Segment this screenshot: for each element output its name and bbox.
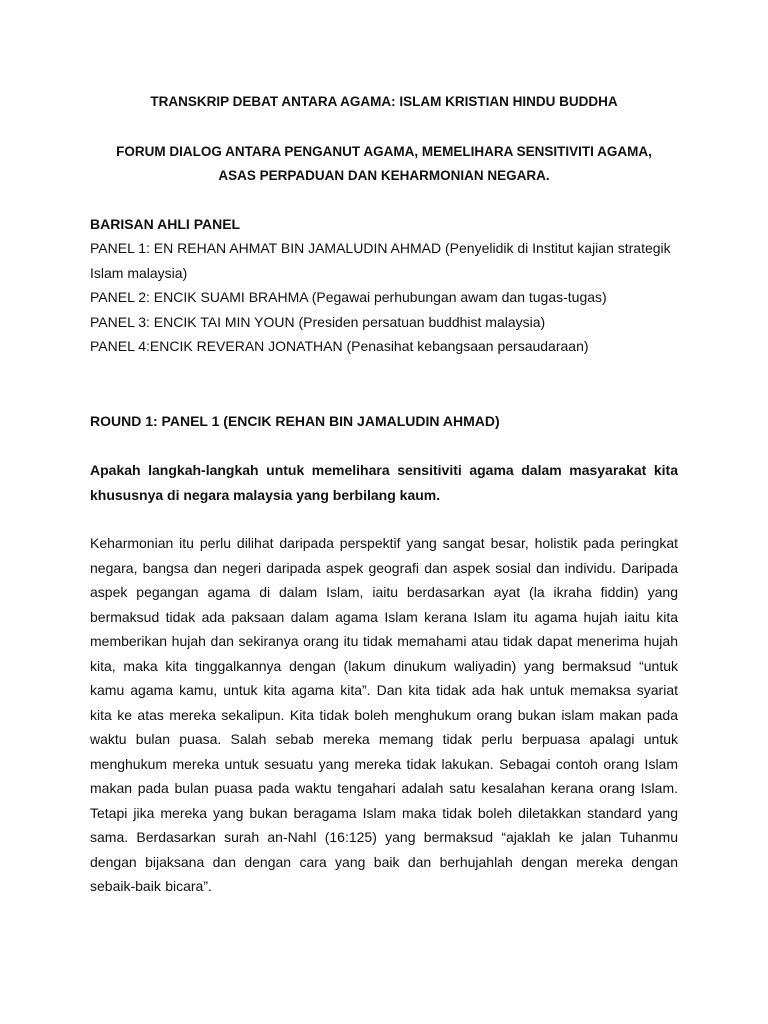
- panel-item-1: PANEL 1: EN REHAN AHMAT BIN JAMALUDIN AHMAD (Penyelidik di Institut kajian strategik Islam malaysia): [90, 240, 671, 281]
- answer-paragraph: Keharmonian itu perlu dilihat daripada perspektif yang sangat besar, holistik pada peringkat negara, bangsa dan negeri daripada aspek geografi dan aspek sosial dan individu. Daripada aspek pegangan agama di dalam Islam, iaitu berdasarkan ayat (la ikraha fiddin) yang bermaksud tidak ada paksaan dalam agama Islam kerana Islam itu agama hujah iaitu kita memberikan hujah dan sekiranya orang itu tidak memahami atau tidak dapat menerima hujah kita, maka kita tinggalkannya dengan (lakum dinukum waliyadin) yang bermaksud “untuk kamu agama kamu, untuk kita agama kita”. Dan kita tidak ada hak untuk memaksa syariat kita ke atas mereka sekalipun. Kita tidak boleh menghukum orang bukan islam makan pada waktu bulan puasa. Salah sebab mereka memang tidak perlu berpuasa apalagi untuk menghukum mereka untuk sesuatu yang mereka tidak lakukan. Sebagai contoh orang Islam makan pada bulan puasa pada waktu tengahari adalah satu kesalahan kerana orang Islam. Tetapi jika mereka yang bukan beragama Islam maka tidak boleh diletakkan standard yang sama. Berdasarkan surah an-Nahl (16:125) yang bermaksud “ajaklah ke jalan Tuhanmu dengan bijaksana dan dengan cara yang baik dan berhujahlah dengan mereka dengan sebaik-baik bicara”.: [90, 535, 678, 894]
- subtitle-line-1: FORUM DIALOG ANTARA PENGANUT AGAMA, MEMELIHARA SENSITIVITI AGAMA,: [116, 144, 652, 159]
- question-text: Apakah langkah-langkah untuk memelihara sensitiviti agama dalam masyarakat kita khususnya di negara malaysia yang berbilang kaum.: [90, 462, 678, 503]
- panel-heading: BARISAN AHLI PANEL: [90, 216, 241, 232]
- panel-list: [90, 236, 678, 359]
- subtitle-line-2: ASAS PERPADUAN DAN KEHARMONIAN NEGARA.: [218, 168, 550, 183]
- panel-item-2: PANEL 2: ENCIK SUAMI BRAHMA (Pegawai perhubungan awam dan tugas-tugas): [90, 289, 607, 305]
- panel-item-3: PANEL 3: ENCIK TAI MIN YOUN (Presiden persatuan buddhist malaysia): [90, 313, 546, 330]
- panel-item-4: PANEL 4:ENCIK REVERAN JONATHAN (Penasihat kebangsaan persaudaraan): [90, 338, 589, 354]
- round-heading: ROUND 1: PANEL 1 (ENCIK REHAN BIN JAMALUDIN AHMAD): [90, 413, 500, 429]
- document-title: TRANSKRIP DEBAT ANTARA AGAMA: ISLAM KRISTIAN HINDU BUDDHA: [150, 94, 618, 109]
